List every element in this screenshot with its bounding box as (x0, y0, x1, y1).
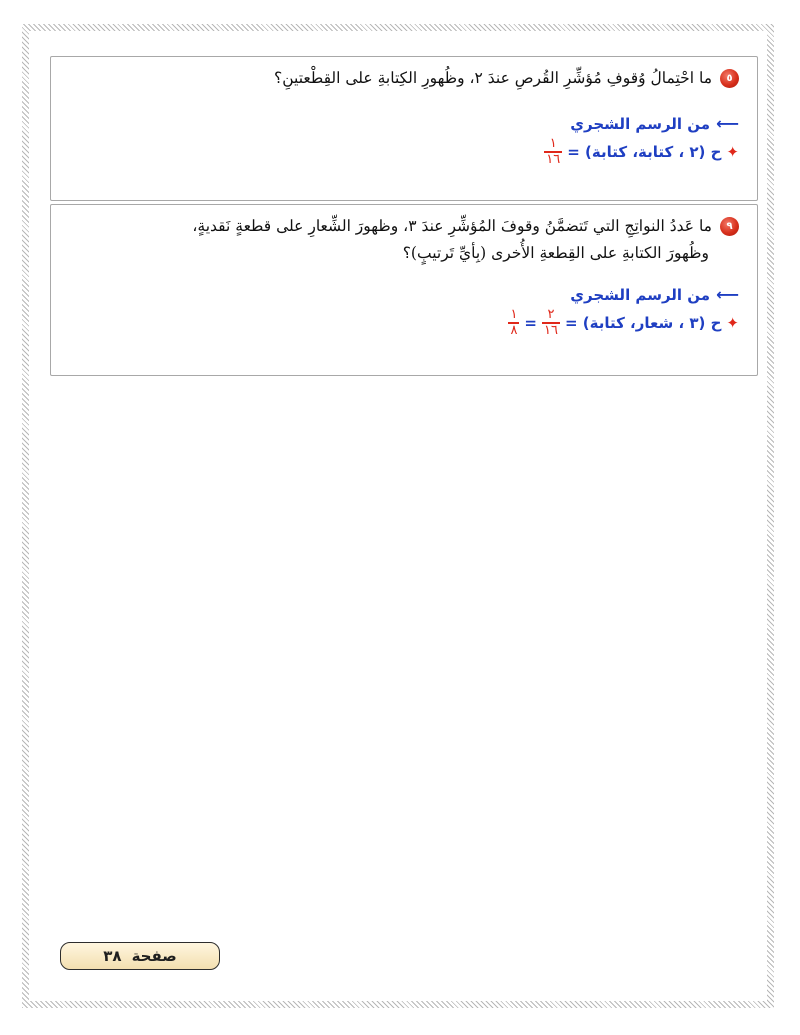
question-number-badge-icon: ٩ (720, 217, 739, 236)
solution-heading-text: من الرسم الشجري (570, 285, 711, 304)
answer-expression: ح (٢ ، كتابة، كتابة) = (567, 142, 722, 161)
fraction-numerator: ١ (549, 136, 557, 151)
star-icon: ✦ (726, 142, 739, 161)
question-5-box (50, 56, 758, 201)
question-9-line-2 (61, 240, 739, 267)
question-number-badge-icon: ٥ (720, 69, 739, 88)
solution-heading-9 (61, 285, 739, 304)
arrow-right-icon: ⟵ (716, 114, 739, 133)
fraction (544, 137, 562, 167)
answer-9 (61, 308, 739, 338)
page-label: صفحة (131, 947, 177, 965)
solution-heading-5 (61, 114, 739, 133)
fraction (508, 308, 519, 338)
fraction (542, 308, 560, 338)
answer-expression: ح (٣ ، شعار، كتابة) = (564, 313, 722, 332)
question-9-box (50, 204, 758, 376)
question-5-text: ما احْتِمالُ وُقوفِ مُؤشِّرِ القُرصِ عندَ ٢، وظُهورِ الكِتابةِ على القِطْعتينِ؟ (274, 69, 712, 87)
star-icon: ✦ (726, 313, 739, 332)
fraction-denominator: ٨ (510, 322, 518, 338)
equals-sign: = (524, 313, 537, 332)
solution-heading-text: من الرسم الشجري (570, 114, 711, 133)
page-number: ٣٨ (103, 947, 122, 965)
page-number-badge (60, 942, 220, 970)
fraction-denominator: ١٦ (544, 322, 558, 338)
arrow-right-icon: ⟵ (716, 285, 739, 304)
question-9-line-1 (61, 213, 739, 240)
fraction-numerator: ١ (510, 307, 518, 322)
fraction-denominator: ١٦ (546, 151, 561, 167)
answer-5 (61, 137, 739, 167)
fraction-numerator: ٢ (547, 307, 555, 322)
question-5-line (61, 65, 739, 92)
question-9-text-2: وظُهورَ الكتابةِ على القِطعةِ الأُخرى (بِأيِّ تَرتيبٍ)؟ (402, 244, 709, 262)
question-9-text-1: ما عَددُ النواتِجِ التي تَتضمَّنُ وقوفَ المُؤشِّرِ عندَ ٣، وظهورَ الشِّعارِ على قطعةٍ نَقديةٍ، (192, 217, 712, 235)
